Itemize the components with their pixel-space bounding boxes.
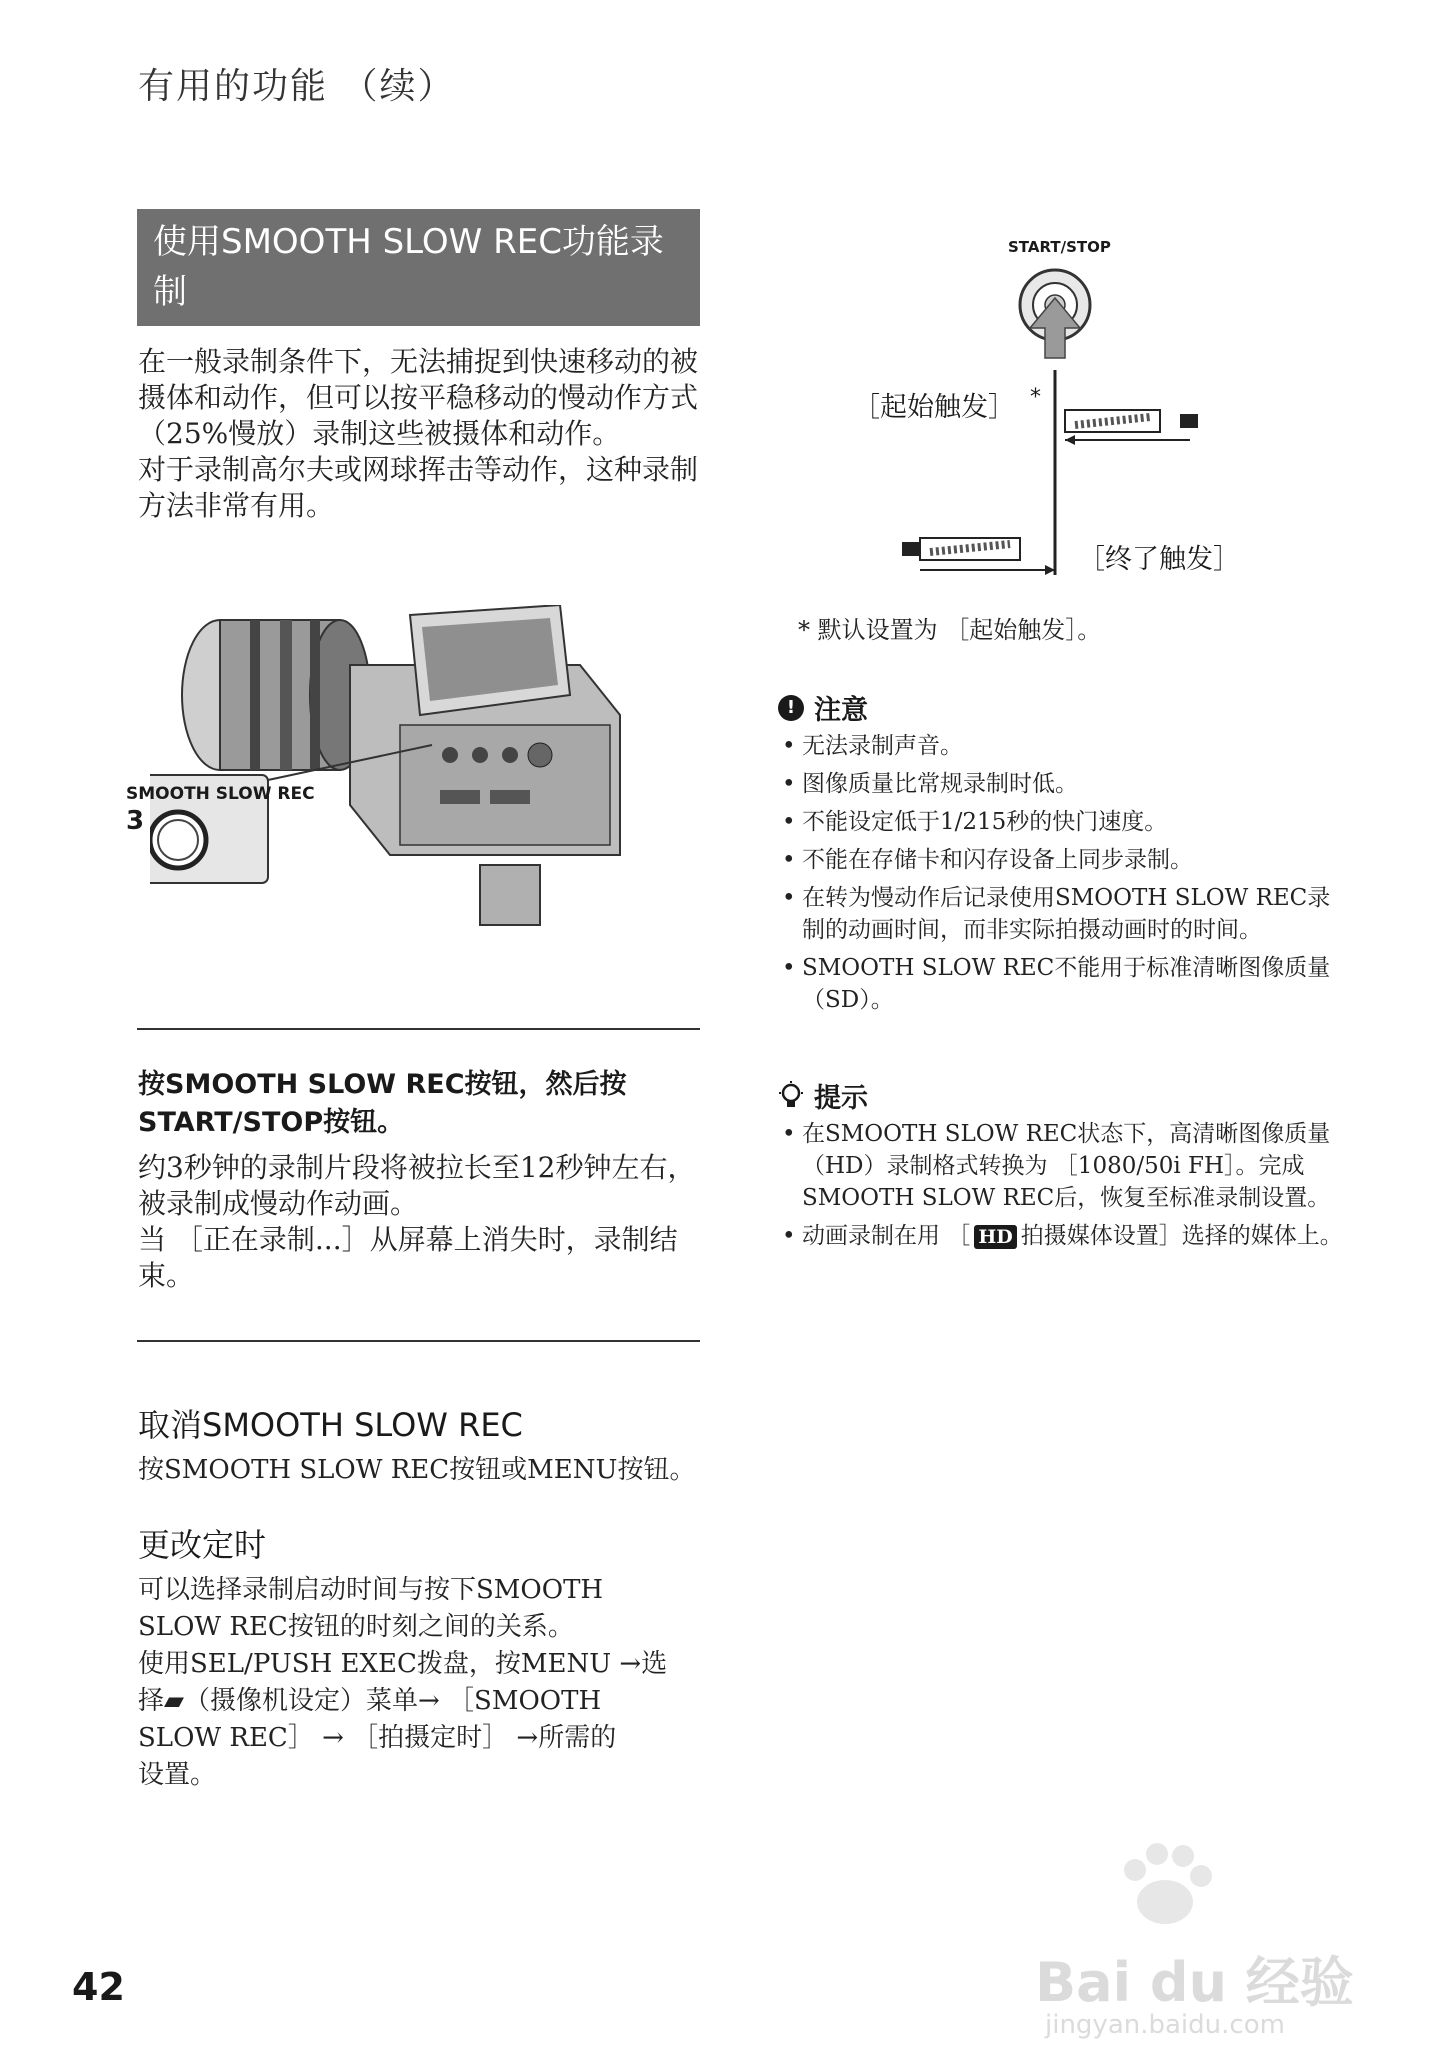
caution-item: • 在转为慢动作后记录使用SMOOTH SLOW REC录制的动画时间，而非实际拍摄动画时的时间。	[780, 882, 1350, 946]
end-trigger-label: ［终了触发］	[1078, 544, 1240, 575]
caution-item: • SMOOTH SLOW REC不能用于标准清晰图像质量 （SD）。	[780, 952, 1350, 1016]
intro-paragraph	[138, 344, 698, 524]
timing-line-4: 择▰（摄像机设定）菜单→ ［SMOOTH	[138, 1686, 602, 1716]
watermark-brand: Bai du 经验	[1035, 1951, 1354, 2014]
caution-icon: !	[778, 695, 804, 721]
page-header-title: 有用的功能 （续）	[138, 66, 456, 107]
intro-line-2: 对于录制高尔夫或网球挥击等动作，这种录制方法非常有用。	[138, 453, 699, 522]
start-trigger-bar	[1065, 410, 1198, 445]
step-body	[138, 1150, 700, 1294]
cancel-heading: 取消SMOOTH SLOW REC	[138, 1406, 523, 1444]
caution-item: • 不能在存储卡和闪存设备上同步录制。	[780, 844, 1350, 876]
tips-item-2-before: 动画录制在用 ［	[802, 1223, 971, 1249]
watermark-url: jingyan.baidu.com	[1045, 2010, 1285, 2040]
tips-heading	[778, 1076, 868, 1115]
baidu-watermark	[1035, 1840, 1365, 2050]
callout-step-number: 3	[126, 806, 145, 836]
timing-body	[138, 1572, 708, 1794]
caution-list	[780, 730, 1350, 1022]
step-body-line-1: 约3秒钟的录制片段将被拉长至12秒钟左右，被录制成慢动作动画。	[138, 1151, 696, 1220]
divider-bottom	[137, 1340, 700, 1342]
page-number: 42	[72, 1965, 125, 2009]
start-stop-button-icon	[1020, 270, 1090, 358]
timing-line-2: SLOW REC按钮的时刻之间的关系。	[138, 1612, 574, 1642]
timing-line-5: SLOW REC］ → ［拍摄定时］ →所需的	[138, 1723, 617, 1753]
lightbulb-icon	[778, 1081, 804, 1111]
timing-line-6: 设置。	[138, 1760, 217, 1790]
callout-button-label: SMOOTH SLOW REC	[126, 784, 315, 804]
start-stop-label: START/STOP	[1008, 238, 1111, 256]
caution-item: • 图像质量比常规录制时低。	[780, 768, 1350, 800]
timing-line-1: 可以选择录制启动时间与按下SMOOTH	[138, 1575, 604, 1605]
camera-illustration	[150, 605, 690, 955]
cancel-body: 按SMOOTH SLOW REC按钮或MENU按钮。	[138, 1455, 696, 1485]
section-title: 使用SMOOTH SLOW REC功能录制	[153, 222, 664, 312]
tips-item: • 在SMOOTH SLOW REC状态下，高清晰图像质量 （HD）录制格式转换为 ［1080/50i FH］。完成SMOOTH SLOW REC后，恢复至标准录制设置。	[780, 1118, 1350, 1214]
tips-list	[780, 1118, 1350, 1258]
tips-heading-text: 提示	[814, 1083, 868, 1114]
step-heading: 按SMOOTH SLOW REC按钮，然后按START/STOP按钮。	[138, 1069, 627, 1138]
start-trigger-asterisk: *	[1030, 385, 1041, 410]
step-body-line-2: 当 ［正在录制...］从屏幕上消失时，录制结束。	[138, 1223, 678, 1292]
tips-item	[780, 1220, 1350, 1252]
intro-line-1: 在一般录制条件下，无法捕捉到快速移动的被摄体和动作，但可以按平稳移动的慢动作方式 （25%慢放）录制这些被摄体和动作。	[138, 345, 699, 450]
default-setting-note: * 默认设置为 ［起始触发］。	[798, 616, 1102, 644]
end-trigger-bar	[902, 538, 1055, 575]
timing-heading: 更改定时	[138, 1526, 267, 1564]
hd-media-badge: HD	[974, 1225, 1016, 1249]
tips-item-2-after: 拍摄媒体设置］选择的媒体上。	[1020, 1223, 1343, 1249]
caution-heading-text: 注意	[814, 695, 868, 726]
paw-icon	[1105, 1840, 1225, 1930]
divider-top	[137, 1028, 700, 1030]
caution-heading	[778, 688, 868, 727]
caution-item: • 无法录制声音。	[780, 730, 1350, 762]
caution-item: • 不能设定低于1/215秒的快门速度。	[780, 806, 1350, 838]
camera-lcd-screen	[410, 605, 570, 715]
start-trigger-label: ［起始触发］	[853, 392, 1015, 423]
section-title-box	[137, 209, 700, 326]
camera-lens	[182, 620, 370, 770]
timing-line-3: 使用SEL/PUSH EXEC拨盘，按MENU →选	[138, 1649, 668, 1679]
